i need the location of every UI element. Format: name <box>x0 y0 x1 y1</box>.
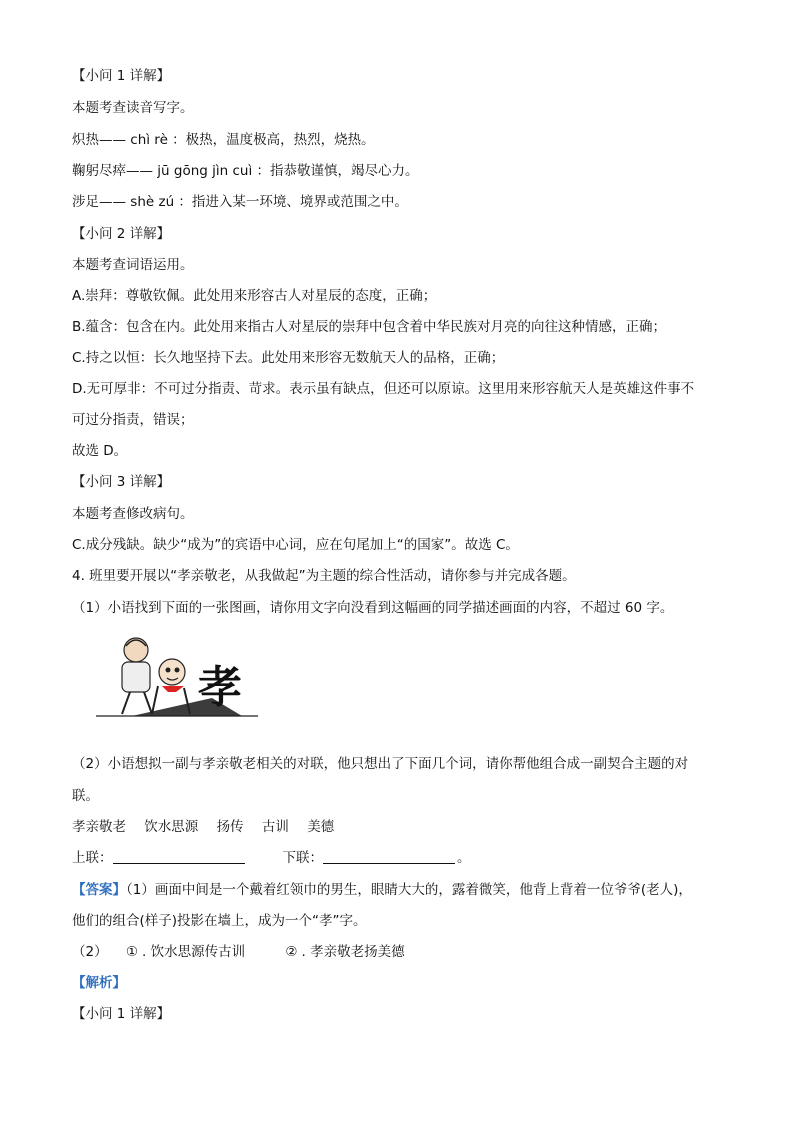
question-line: 4. 班里要开展以“孝亲敬老，从我做起”为主题的综合性活动，请你参与并完成各题。 <box>72 568 576 584</box>
word: 美德 <box>307 819 335 835</box>
text-line: 涉足—— shè zú ：指进入某一环境、境界或范围之中。 <box>72 194 408 210</box>
word: 饮水思源 <box>144 819 199 835</box>
end-mark: 。 <box>457 850 471 866</box>
text-line: 鞠躬尽瘁—— jū gōng jìn cuì ：指恭敬谨慎，竭尽心力。 <box>72 163 419 179</box>
section-heading: 【小问 3 详解】 <box>72 474 171 490</box>
filial-piety-illustration <box>92 628 262 724</box>
answer-text: （1）画面中间是一个戴着红领巾的男生，眼睛大大的，露着微笑，他背上背着一位爷爷(老人)， <box>126 882 692 898</box>
word-list <box>72 817 334 837</box>
answer-line-2 <box>72 942 405 962</box>
answer-tag: 【答案】 <box>72 882 126 898</box>
upper-couplet-label: 上联： <box>72 850 113 866</box>
text-line: D.无可厚非：不可过分指责、苛求。表示虽有缺点，但还可以原谅。这里用来形容航天人是英雄这件事不 <box>72 381 695 397</box>
lower-couplet-blank[interactable] <box>323 849 455 864</box>
answer-part-label: （2） <box>72 944 108 960</box>
text-line: B.蕴含：包含在内。此处用来指古人对星辰的崇拜中包含着中华民族对月亮的向往这种情感，正确； <box>72 319 667 335</box>
question-line: （2）小语想拟一副与孝亲敬老相关的对联，他只想出了下面几个词，请你帮他组合成一副契合主题的对 <box>72 756 689 772</box>
section-heading: 【小问 1 详解】 <box>72 1006 171 1022</box>
couplet-blanks <box>72 848 471 868</box>
analysis-tag: 【解析】 <box>72 975 126 991</box>
word: 孝亲敬老 <box>72 819 126 835</box>
answer-line: 他们的组合(样子)投影在墙上，成为一个“孝”字。 <box>72 913 367 929</box>
question-line: （1）小语找到下面的一张图画，请你用文字向没看到这幅画的同学描述画面的内容，不超过 60 字。 <box>72 600 674 616</box>
answer-line <box>72 880 692 900</box>
text-line: 故选 D。 <box>72 443 128 459</box>
text-line: A.崇拜：尊敬钦佩。此处用来形容古人对星辰的态度，正确； <box>72 288 437 304</box>
section-heading: 【小问 1 详解】 <box>72 68 171 84</box>
answer-item: . 饮水思源传古训 <box>142 944 246 960</box>
lower-couplet-label: 下联： <box>282 850 323 866</box>
word: 古训 <box>261 819 289 835</box>
text-line: 可过分指责，错误； <box>72 412 194 428</box>
question-line: 联。 <box>72 788 99 804</box>
text-line: 炽热—— chì rè ：极热，温度极高，热烈，烧热。 <box>72 132 375 148</box>
circle-number-1: ① <box>125 944 138 960</box>
upper-couplet-blank[interactable] <box>113 849 245 864</box>
text-line: 本题考查词语运用。 <box>72 257 194 273</box>
illustration-glyph: 孝 <box>198 662 242 713</box>
word: 扬传 <box>216 819 244 835</box>
text-line: C.成分残缺。缺少“成为”的宾语中心词，应在句尾加上“的国家”。故选 C。 <box>72 537 519 553</box>
section-heading: 【小问 2 详解】 <box>72 226 171 242</box>
circle-number-2: ② <box>285 944 298 960</box>
answer-item: . 孝亲敬老扬美德 <box>301 944 405 960</box>
text-line: C.持之以恒：长久地坚持下去。此处用来形容无数航天人的品格，正确； <box>72 350 505 366</box>
text-line: 本题考查读音写字。 <box>72 100 194 116</box>
text-line: 本题考查修改病句。 <box>72 506 194 522</box>
